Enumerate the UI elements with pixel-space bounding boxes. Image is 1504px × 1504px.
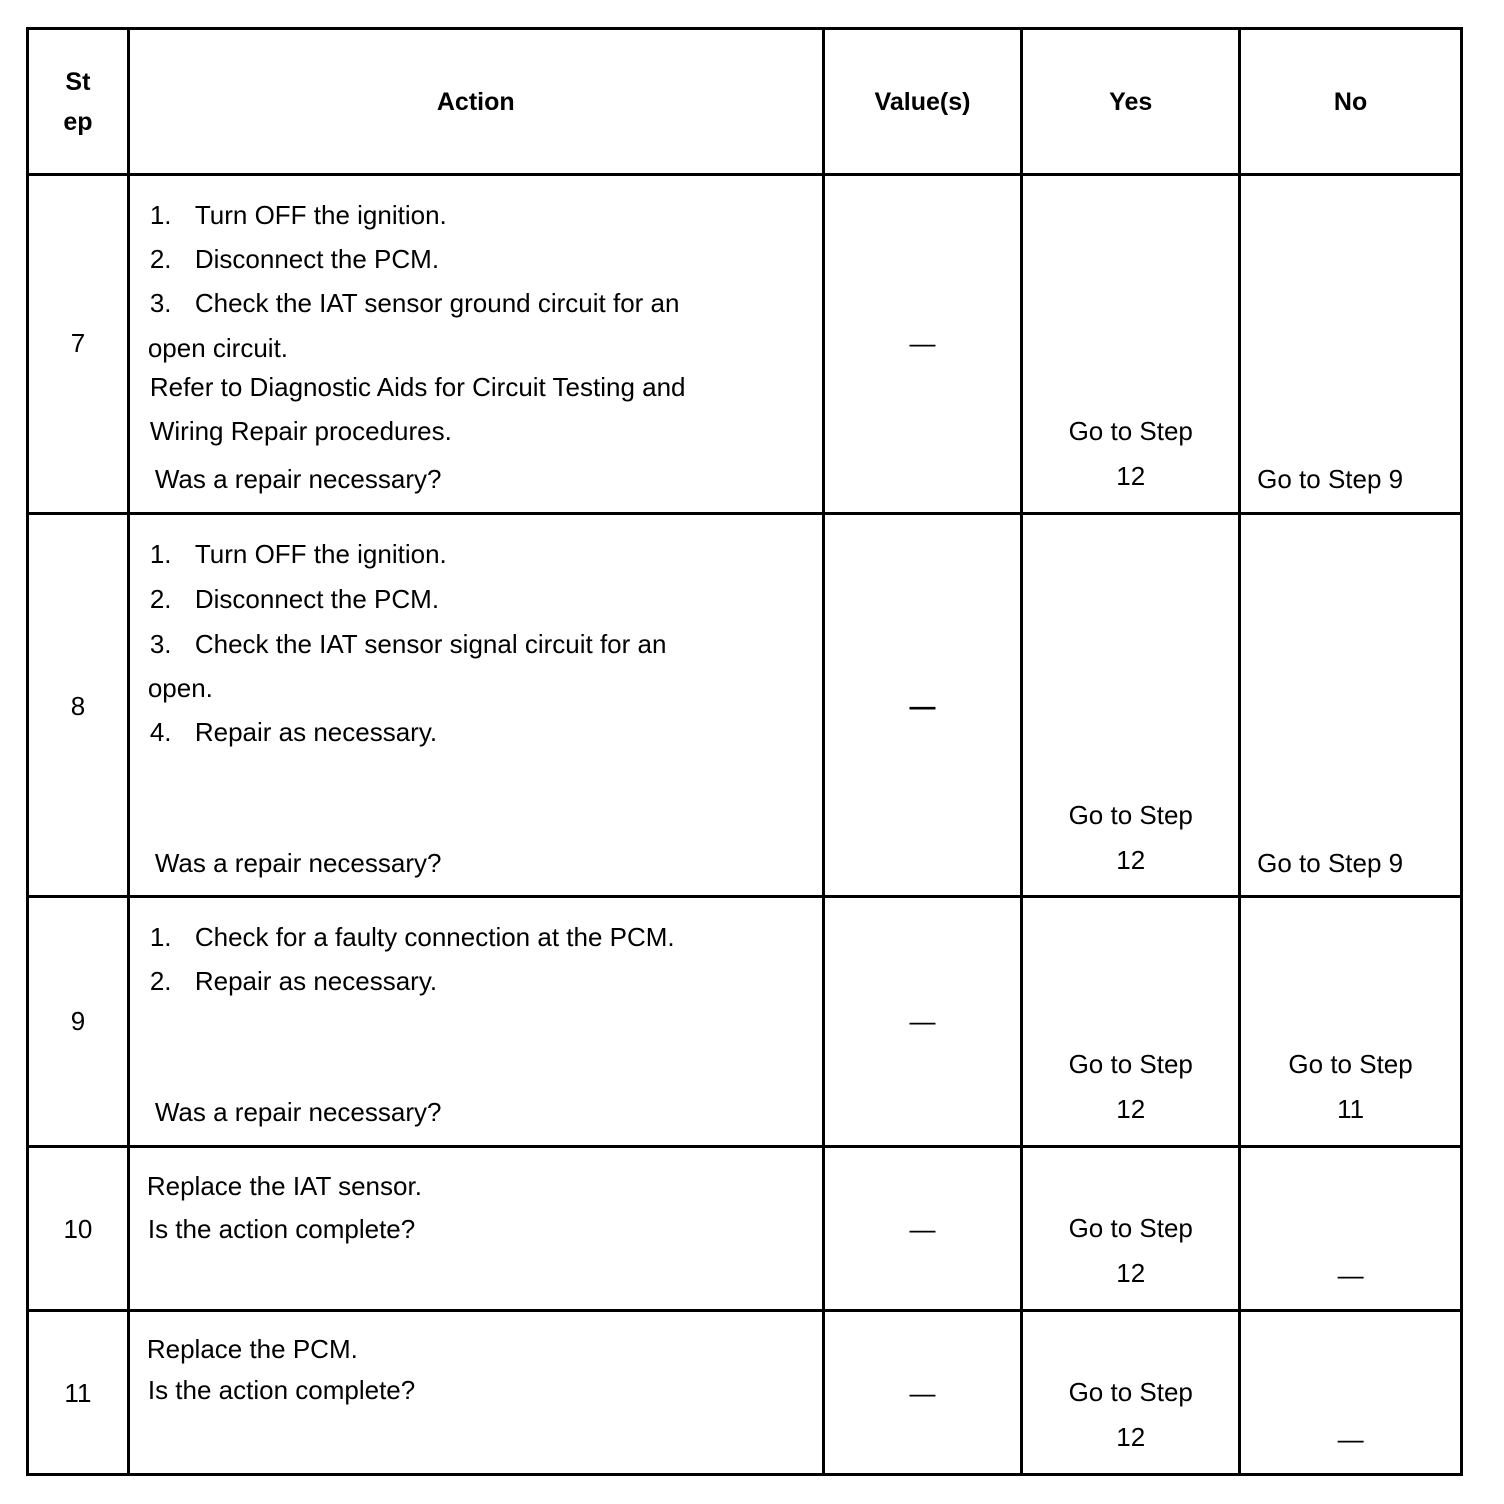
- header-action: Action: [128, 29, 823, 175]
- yes-go-to-step: Go to Step 12: [1068, 416, 1193, 491]
- step-cell: [28, 897, 129, 1147]
- no-cell: [1240, 175, 1462, 514]
- no-cell: [1240, 897, 1462, 1147]
- header-yes: Yes: [1022, 29, 1240, 175]
- header-values: Value(s): [823, 29, 1022, 175]
- action-question: Was a repair necessary?: [154, 848, 442, 878]
- action-question: Is the action complete?: [147, 1214, 416, 1244]
- no-go-to-step: Go to Step 9: [1257, 848, 1404, 878]
- no-cell: [1240, 514, 1462, 897]
- no-go-to-step: Go to Step 11: [1288, 1049, 1413, 1124]
- table-row: [28, 897, 1462, 1147]
- action-line: Refer to Diagnostic Aids for Circuit Testing and: [149, 372, 686, 402]
- yes-go-to-step: Go to Step 12: [1068, 1377, 1193, 1452]
- yes-cell: [1022, 175, 1240, 514]
- yes-go-to-step: Go to Step 12: [1068, 800, 1193, 875]
- value-dash: —: [909, 1214, 936, 1244]
- action-line: open circuit.: [147, 333, 289, 363]
- action-line: 3. Check the IAT sensor ground circuit for an: [149, 288, 680, 318]
- table-row: [28, 514, 1462, 897]
- action-cell: [128, 897, 823, 1147]
- value-dash: —: [909, 328, 936, 358]
- no-dash: —: [1337, 1260, 1364, 1290]
- table-row: [28, 1311, 1462, 1475]
- step-number: 9: [70, 1006, 86, 1036]
- header-row: [28, 29, 1462, 175]
- step-cell: [28, 1147, 129, 1311]
- action-line: 2. Repair as necessary.: [149, 966, 438, 996]
- action-cell: [128, 1147, 823, 1311]
- action-line: 4. Repair as necessary.: [149, 717, 438, 747]
- step-number: 7: [70, 328, 86, 358]
- header-step-line2: ep: [63, 107, 93, 136]
- action-cell: [128, 514, 823, 897]
- yes-cell: [1022, 897, 1240, 1147]
- yes-cell: [1022, 1147, 1240, 1311]
- action-line: 2. Disconnect the PCM.: [149, 584, 440, 614]
- action-line: 1. Check for a faulty connection at the PCM.: [149, 922, 675, 952]
- step-number: 10: [63, 1214, 93, 1244]
- step-number: 8: [70, 691, 86, 721]
- value-cell: [823, 897, 1022, 1147]
- diagnostic-steps-table: [26, 27, 1463, 1476]
- yes-go-to-step: Go to Step 12: [1068, 1049, 1193, 1124]
- no-cell: [1240, 1311, 1462, 1475]
- step-cell: [28, 514, 129, 897]
- action-line: 1. Turn OFF the ignition.: [149, 539, 447, 569]
- action-line: Replace the IAT sensor.: [146, 1171, 422, 1201]
- action-line: Replace the PCM.: [146, 1334, 358, 1364]
- action-cell: [128, 1311, 823, 1475]
- no-cell: [1240, 1147, 1462, 1311]
- action-line: open.: [147, 673, 213, 703]
- step-cell: [28, 175, 129, 514]
- yes-go-to-step: Go to Step 12: [1068, 1213, 1193, 1288]
- action-line: 2. Disconnect the PCM.: [149, 244, 440, 274]
- action-line: Wiring Repair procedures.: [149, 416, 452, 446]
- no-go-to-step: Go to Step 9: [1257, 464, 1404, 494]
- table-row: [28, 175, 1462, 514]
- action-question: Is the action complete?: [147, 1375, 416, 1405]
- header-step: [28, 29, 129, 175]
- value-dash: —: [909, 691, 936, 721]
- yes-cell: [1022, 1311, 1240, 1475]
- no-dash: —: [1337, 1424, 1364, 1454]
- value-cell: [823, 1311, 1022, 1475]
- action-line: 1. Turn OFF the ignition.: [149, 200, 447, 230]
- action-cell: [128, 175, 823, 514]
- header-step-line1: St: [65, 67, 91, 96]
- header-no: No: [1240, 29, 1462, 175]
- action-question: Was a repair necessary?: [154, 1097, 442, 1127]
- action-line: 3. Check the IAT sensor signal circuit for an: [149, 629, 667, 659]
- table-row: [28, 1147, 1462, 1311]
- yes-cell: [1022, 514, 1240, 897]
- value-dash: —: [909, 1378, 936, 1408]
- value-cell: [823, 514, 1022, 897]
- step-cell: [28, 1311, 129, 1475]
- value-dash: —: [909, 1006, 936, 1036]
- value-cell: [823, 1147, 1022, 1311]
- step-number: 11: [64, 1378, 92, 1408]
- value-cell: [823, 175, 1022, 514]
- action-question: Was a repair necessary?: [154, 464, 442, 494]
